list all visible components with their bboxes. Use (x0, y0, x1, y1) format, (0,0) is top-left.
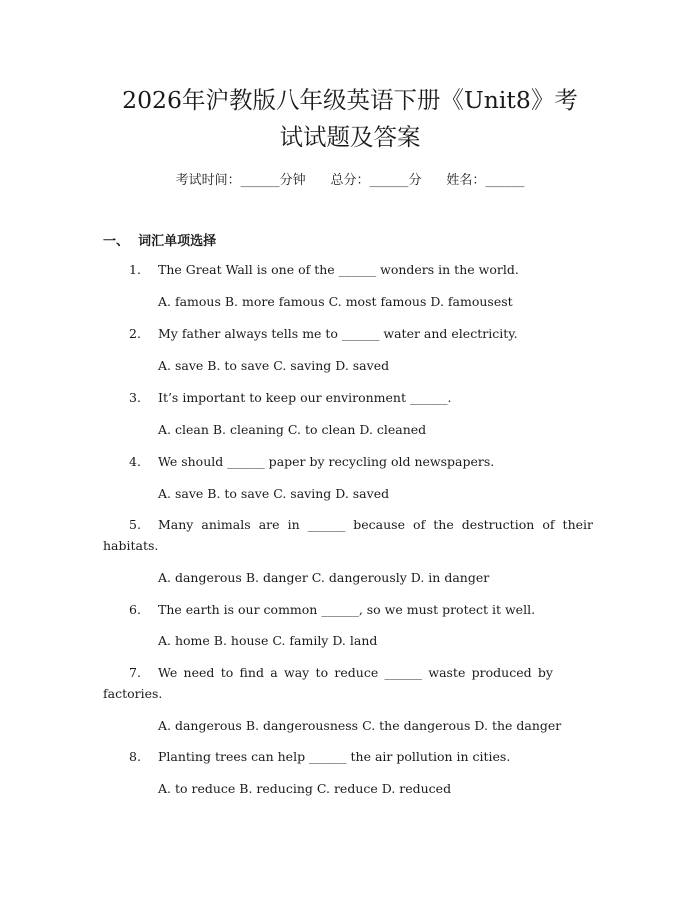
question-7-options: A. dangerous B. dangerousness C. the dangerous D. the danger (158, 718, 562, 733)
question-5-options: A. dangerous B. danger C. dangerously D. in danger (158, 570, 490, 585)
question-number: 6. (129, 602, 141, 617)
question-4 (103, 451, 593, 472)
exam-title-line2: 试试题及答案 (279, 123, 421, 151)
question-number: 1. (129, 262, 141, 277)
question-2-options: A. save B. to save C. saving D. saved (158, 358, 390, 373)
time-blank: ______ (240, 173, 280, 188)
exam-title-line1: 2026年沪教版八年级英语下册《Unit8》考 (122, 86, 578, 114)
section-heading (103, 230, 216, 249)
question-text: Many animals are in ______ because of the destruction of their habitats. (103, 517, 593, 553)
score-label: 总分： (330, 173, 370, 188)
time-label: 考试时间： (175, 173, 241, 188)
question-5 (103, 514, 593, 556)
section-title: 词汇单项选择 (138, 234, 217, 249)
score-unit: 分 (408, 173, 422, 188)
exam-info-line (0, 169, 700, 188)
question-text: We should ______ paper by recycling old newspapers. (158, 454, 495, 469)
question-3 (103, 387, 593, 408)
question-text: My father always tells me to ______ water and electricity. (158, 326, 518, 341)
question-7 (103, 662, 553, 704)
question-text: The earth is our common ______, so we must protect it well. (158, 602, 536, 617)
question-text: We need to find a way to reduce ______ waste produced by factories. (103, 665, 553, 701)
name-label: 姓名： (446, 173, 486, 188)
question-1-options: A. famous B. more famous C. most famous D. famousest (158, 294, 513, 309)
question-3-options: A. clean B. cleaning C. to clean D. cleaned (158, 422, 427, 437)
question-2 (103, 323, 593, 344)
question-6-options: A. home B. house C. family D. land (158, 633, 378, 648)
question-1 (103, 259, 593, 280)
question-number: 3. (129, 390, 141, 405)
question-number: 7. (129, 665, 141, 680)
question-number: 4. (129, 454, 141, 469)
question-8 (103, 746, 593, 767)
question-text: The Great Wall is one of the ______ wonders in the world. (158, 262, 519, 277)
question-number: 2. (129, 326, 141, 341)
question-8-options: A. to reduce B. reducing C. reduce D. reduced (158, 781, 452, 796)
question-4-options: A. save B. to save C. saving D. saved (158, 486, 390, 501)
time-unit: 分钟 (279, 173, 306, 188)
question-text: It’s important to keep our environment ______. (158, 390, 452, 405)
question-number: 8. (129, 749, 141, 764)
question-text: Planting trees can help ______ the air pollution in cities. (158, 749, 511, 764)
question-number: 5. (129, 517, 141, 532)
question-6 (103, 599, 593, 620)
name-blank: ______ (485, 173, 525, 188)
section-number: 一、 (103, 234, 130, 249)
score-blank: ______ (369, 173, 409, 188)
